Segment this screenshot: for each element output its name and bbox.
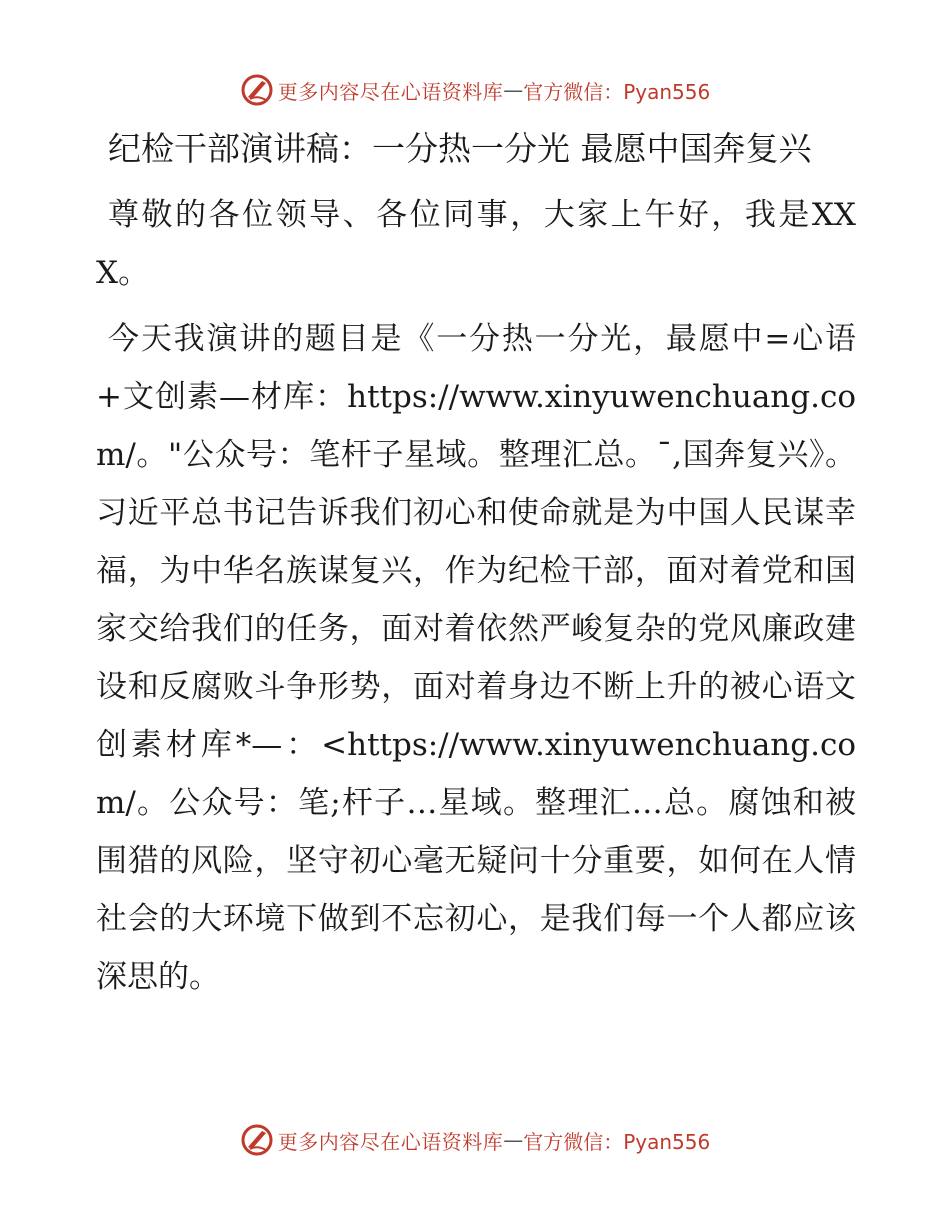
quill-logo-icon (240, 73, 274, 107)
footer-banner (0, 1120, 950, 1160)
paragraph-main: 今天我演讲的题目是《一分热一分光，最愿中=心语+文创素—材库：https://www.xinyuwenchuang.com/。"公众号：笔杆子星域。整理汇总。¯,国奔复兴》。习近平总书记告诉我们初心和使命就是为中国人民谋幸福，为中华名族谋复兴，作为纪检干部，面对着党和国家交给我们的任务，面对着依然严峻复杂的党风廉政建设和反腐败斗争形势，面对着身边不断上升的被心语文创素材库*—：<https://www.xinyuwenchuang.com/。公众号：笔;杆子…星域。整理汇…总。腐蚀和被围猎的风险，坚守初心毫无疑问十分重要，如何在人情社会的大环境下做到不忘初心，是我们每一个人都应该深思的。 (96, 321, 856, 995)
banner-separator: — (503, 1128, 524, 1152)
banner-contact: 官方微信：Pyan556 (523, 1129, 711, 1154)
banner-text: 更多内容尽在心语资料库 (277, 79, 504, 104)
banner-separator: — (503, 78, 524, 102)
quill-logo-icon (240, 1123, 274, 1157)
document-title: 纪检干部演讲稿：一分热一分光 最愿中国奔复兴 (108, 129, 812, 168)
paragraph-greeting: 尊敬的各位领导、各位同事，大家上午好，我是XXX。 (96, 197, 856, 291)
banner-contact: 官方微信：Pyan556 (523, 79, 711, 104)
header-banner (0, 70, 950, 110)
banner-text: 更多内容尽在心语资料库 (277, 1129, 504, 1154)
document-body (96, 120, 856, 1014)
